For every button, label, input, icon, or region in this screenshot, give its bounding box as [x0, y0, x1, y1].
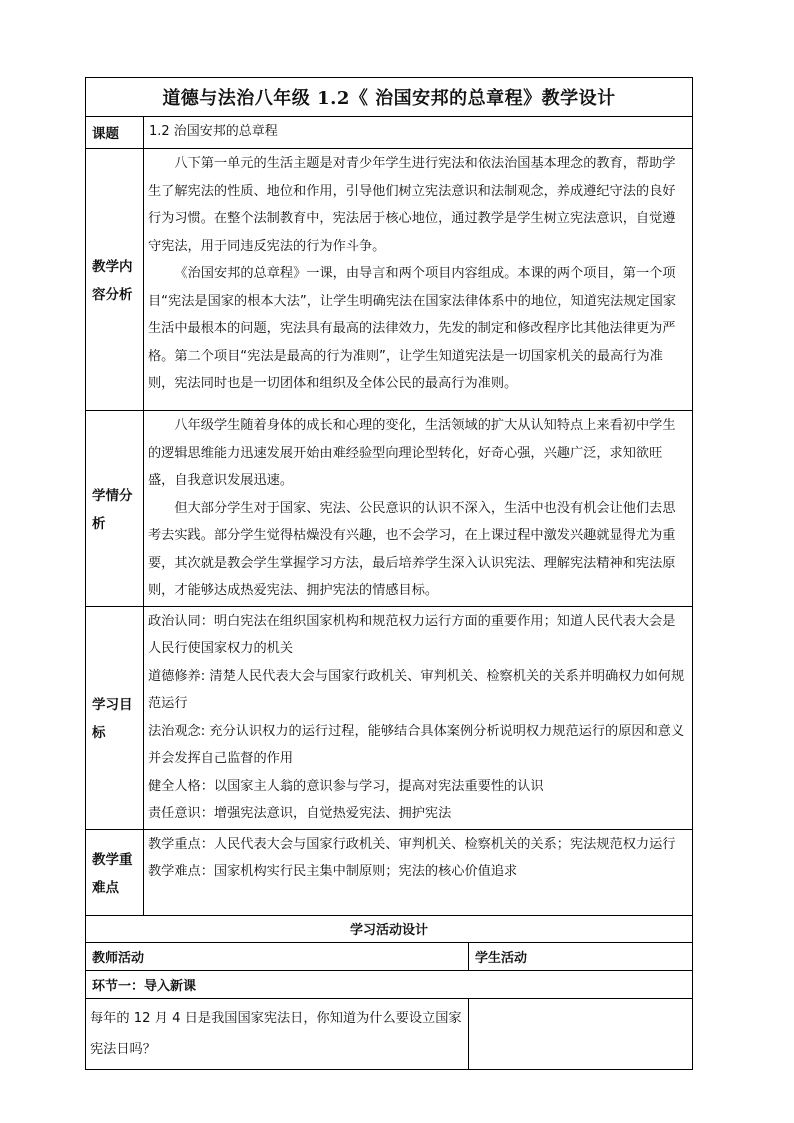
content-analysis-label	[86, 149, 144, 411]
activity-columns-row	[86, 942, 693, 970]
content-paragraph: 八下第一单元的生活主题是对青少年学生进行宪法和依法治国基本理念的教育，帮助学生了解宪法的性质、地位和作用，引导他们树立宪法意识和法制观念，养成遵纪守法的良好行为习惯。在整个法制教育中，宪法居于核心地位，通过教学是学生树立宪法意识，自觉遵守宪法，用于同违反宪法的行为作斗争。	[148, 156, 676, 254]
teacher-activity-header: 教师活动	[86, 942, 469, 970]
student-analysis-label	[86, 411, 144, 607]
goal-item: 道德修养: 清楚人民代表大会与国家行政机关、审判机关、检察机关的关系并明确权力如何规范运行	[148, 668, 685, 711]
student-activity-header: 学生活动	[469, 942, 693, 970]
student-paragraph: 但大部分学生对于国家、宪法、公民意识的认识不深入，生活中也没有机会让他们去思考去实践。部分学生觉得枯燥没有兴趣，也不会学习，在上课过程中激发兴趣就显得尤为重要，其次就是教会学生掌握学习方法，最后培养学生深入认识宪法、理解宪法精神和宪法原则，才能够达成热爱宪法、拥护宪法的情感目标。	[148, 500, 676, 598]
activity-heading-row	[86, 915, 693, 942]
question-row	[86, 998, 693, 1069]
lesson-plan-table	[85, 77, 693, 1070]
content-analysis-label-text: 教学内容分析	[92, 259, 133, 303]
goal-item: 责任意识：增强宪法意识，自觉热爱宪法、拥护宪法	[148, 806, 452, 821]
key-points-label-text: 教学重难点	[92, 851, 133, 896]
learning-goals-row	[86, 606, 693, 829]
topic-row	[86, 117, 693, 149]
content-paragraph: 《治国安邦的总章程》一课，由导言和两个项目内容组成。本课的两个项目，第一个项目“宪法是国家的根本大法”，让学生明确宪法在国家法律体系中的地位，知道宪法规定国家生活中最根本的问题，宪法具有最高的法律效力，先发的制定和修改程序比其他法律更为严格。第二个项目“宪法是最高的行为准则”，让学生知道宪法是一切国家机关的最高行为准则，宪法同时也是一切团体和组织及全体公民的最高行为准则。	[148, 266, 676, 391]
topic-value: 1.2 治国安邦的总章程	[144, 117, 693, 149]
learning-goals-label	[86, 606, 144, 829]
learning-goals-body	[144, 606, 693, 829]
student-answer-cell	[469, 998, 693, 1069]
key-points-body	[144, 829, 693, 915]
content-analysis-row	[86, 149, 693, 411]
title-row	[86, 78, 693, 117]
activity-heading: 学习活动设计	[86, 915, 693, 942]
student-paragraph: 八年级学生随着身体的成长和心理的变化，生活领域的扩大从认知特点上来看初中学生的逻辑思维能力迅速发展开始由难经验型向理论型转化，好奇心强，兴趣广泛，求知欲旺盛，自我意识发展迅速。	[148, 418, 676, 488]
teacher-question: 每年的 12 月 4 日是我国国家宪法日，你知道为什么要设立国家宪法日吗？	[86, 998, 469, 1069]
document-title: 道德与法治八年级 1.2《 治国安邦的总章程》教学设计	[86, 78, 693, 117]
content-analysis-body	[144, 149, 693, 411]
student-analysis-label-text: 学情分析	[92, 487, 133, 532]
key-points-label	[86, 829, 144, 915]
learning-goals-label-text: 学习目标	[92, 697, 133, 741]
key-point-item: 教学难点：国家机构实行民主集中制原则；宪法的核心价值追求	[148, 864, 518, 879]
section-one-heading: 环节一：导入新课	[86, 970, 693, 998]
goal-item: 政治认同：明白宪法在组织国家机构和规范权力运行方面的重要作用；知道人民代表大会是人民行使国家权力的机关	[148, 613, 676, 656]
key-points-row	[86, 829, 693, 915]
student-analysis-row	[86, 411, 693, 607]
goal-item: 法治观念: 充分认识权力的运行过程，能够结合具体案例分析说明权力规范运行的原因和意义并会发挥自己监督的作用	[148, 723, 685, 766]
key-point-item: 教学重点：人民代表大会与国家行政机关、审判机关、检察机关的关系；宪法规范权力运行	[148, 836, 676, 852]
student-analysis-body	[144, 411, 693, 607]
goal-item: 健全人格：以国家主人翁的意识参与学习，提高对宪法重要性的认识	[148, 778, 544, 794]
topic-label: 课题	[86, 117, 144, 149]
section-row	[86, 970, 693, 998]
